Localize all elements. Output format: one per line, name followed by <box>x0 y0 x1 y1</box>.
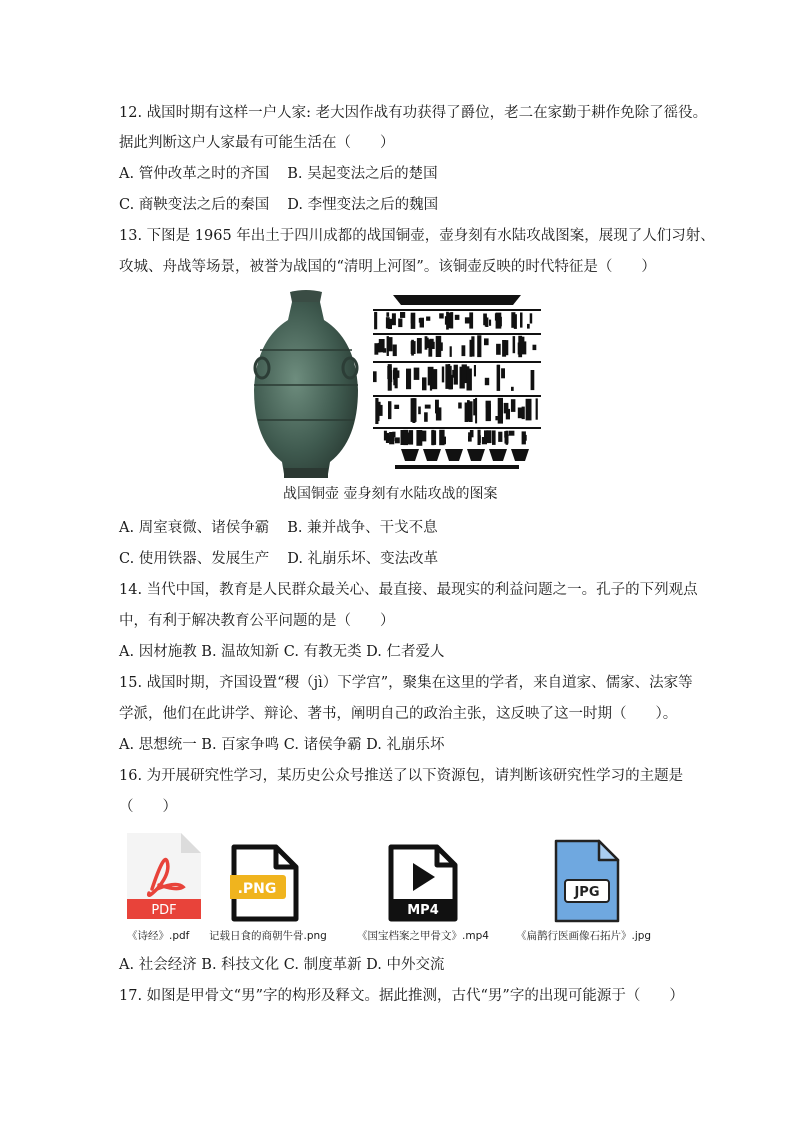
pdf-file-icon <box>127 833 201 919</box>
bronze-pot-image <box>250 290 362 480</box>
q12-option-c: C. 商鞅变法之后的秦国 <box>119 197 270 213</box>
q15-stem-line2: 学派，他们在此讲学、辩论、著书，阐明自己的政治主张，这反映了这一时期（ ）。 <box>119 706 678 722</box>
file-caption-mp4: 《国宝档案之甲骨文》.mp4 <box>357 930 489 942</box>
png-file-icon <box>230 843 300 923</box>
q16-stem-line1: 16. 为开展研究性学习，某历史公众号推送了以下资源包，请判断该研究性学习的主题是 <box>119 768 684 784</box>
q12-option-b: B. 吴起变法之后的楚国 <box>287 166 438 182</box>
q17-stem-line1: 17. 如图是甲骨文“男”字的构形及释文。据此推测，古代“男”字的出现可能源于（ ） <box>119 988 684 1004</box>
q13-option-a: A. 周室衰微、诸侯争霸 <box>119 520 270 536</box>
pdf-icon-label: PDF <box>151 903 177 918</box>
q13-option-c: C. 使用铁器、发展生产 <box>119 551 270 567</box>
q13-stem-line2: 攻城、舟战等场景，被誉为战国的“清明上河图”。该铜壶反映的时代特征是（ ） <box>119 259 656 275</box>
q12-options-row2 <box>119 195 438 215</box>
png-icon-label: .PNG <box>237 881 277 897</box>
q12-options-row1 <box>119 164 438 184</box>
q16-options: A. 社会经济 B. 科技文化 C. 制度革新 D. 中外交流 <box>119 957 445 973</box>
q12-option-a: A. 管仲改革之时的齐国 <box>119 166 270 182</box>
q13-options-row2 <box>119 549 438 569</box>
jpg-file-icon <box>553 838 621 924</box>
q13-option-d: D. 礼崩乐坏、变法改革 <box>287 551 439 567</box>
q13-figure-caption: 战国铜壶 壶身刻有水陆攻战的图案 <box>283 486 498 502</box>
q14-options: A. 因材施教 B. 温故知新 C. 有教无类 D. 仁者爱人 <box>119 644 445 660</box>
q14-stem-line1: 14. 当代中国，教育是人民群众最关心、最直接、最现实的利益问题之一。孔子的下列观点 <box>119 582 698 598</box>
q14-stem-line2: 中，有利于解决教育公平问题的是（ ） <box>119 613 395 629</box>
file-caption-jpg: 《扁鹊行医画像石拓片》.jpg <box>516 930 652 942</box>
mp4-icon-label: MP4 <box>407 903 439 918</box>
q16-stem-line2: （ ） <box>119 799 177 815</box>
q13-stem-line1: 13. 下图是 1965 年出土于四川成都的战国铜壶，壶身刻有水陆攻战图案，展现了人们习射、 <box>119 228 715 244</box>
q15-options: A. 思想统一 B. 百家争鸣 C. 诸侯争霸 D. 礼崩乐坏 <box>119 737 445 753</box>
file-caption-pdf: 《诗经》.pdf <box>127 930 190 942</box>
battle-pattern-rubbing-image <box>373 295 541 477</box>
jpg-icon-label: JPG <box>574 885 600 900</box>
q12-stem-line2: 据此判断这户人家最有可能生活在（ ） <box>119 135 395 151</box>
q15-stem-line1: 15. 战国时期，齐国设置“稷（jì）下学宫”，聚集在这里的学者，来自道家、儒家、法家等 <box>119 675 693 691</box>
file-caption-png: 记载日食的商朝牛骨.png <box>209 930 327 942</box>
q12-stem-line1: 12. 战国时期有这样一户人家: 老大因作战有功获得了爵位，老二在家勤于耕作免除了徭役。 <box>119 105 708 121</box>
q13-option-b: B. 兼并战争、干戈不息 <box>287 520 438 536</box>
mp4-file-icon <box>387 843 459 923</box>
q12-option-d: D. 李悝变法之后的魏国 <box>287 197 439 213</box>
q13-options-row1 <box>119 518 438 538</box>
